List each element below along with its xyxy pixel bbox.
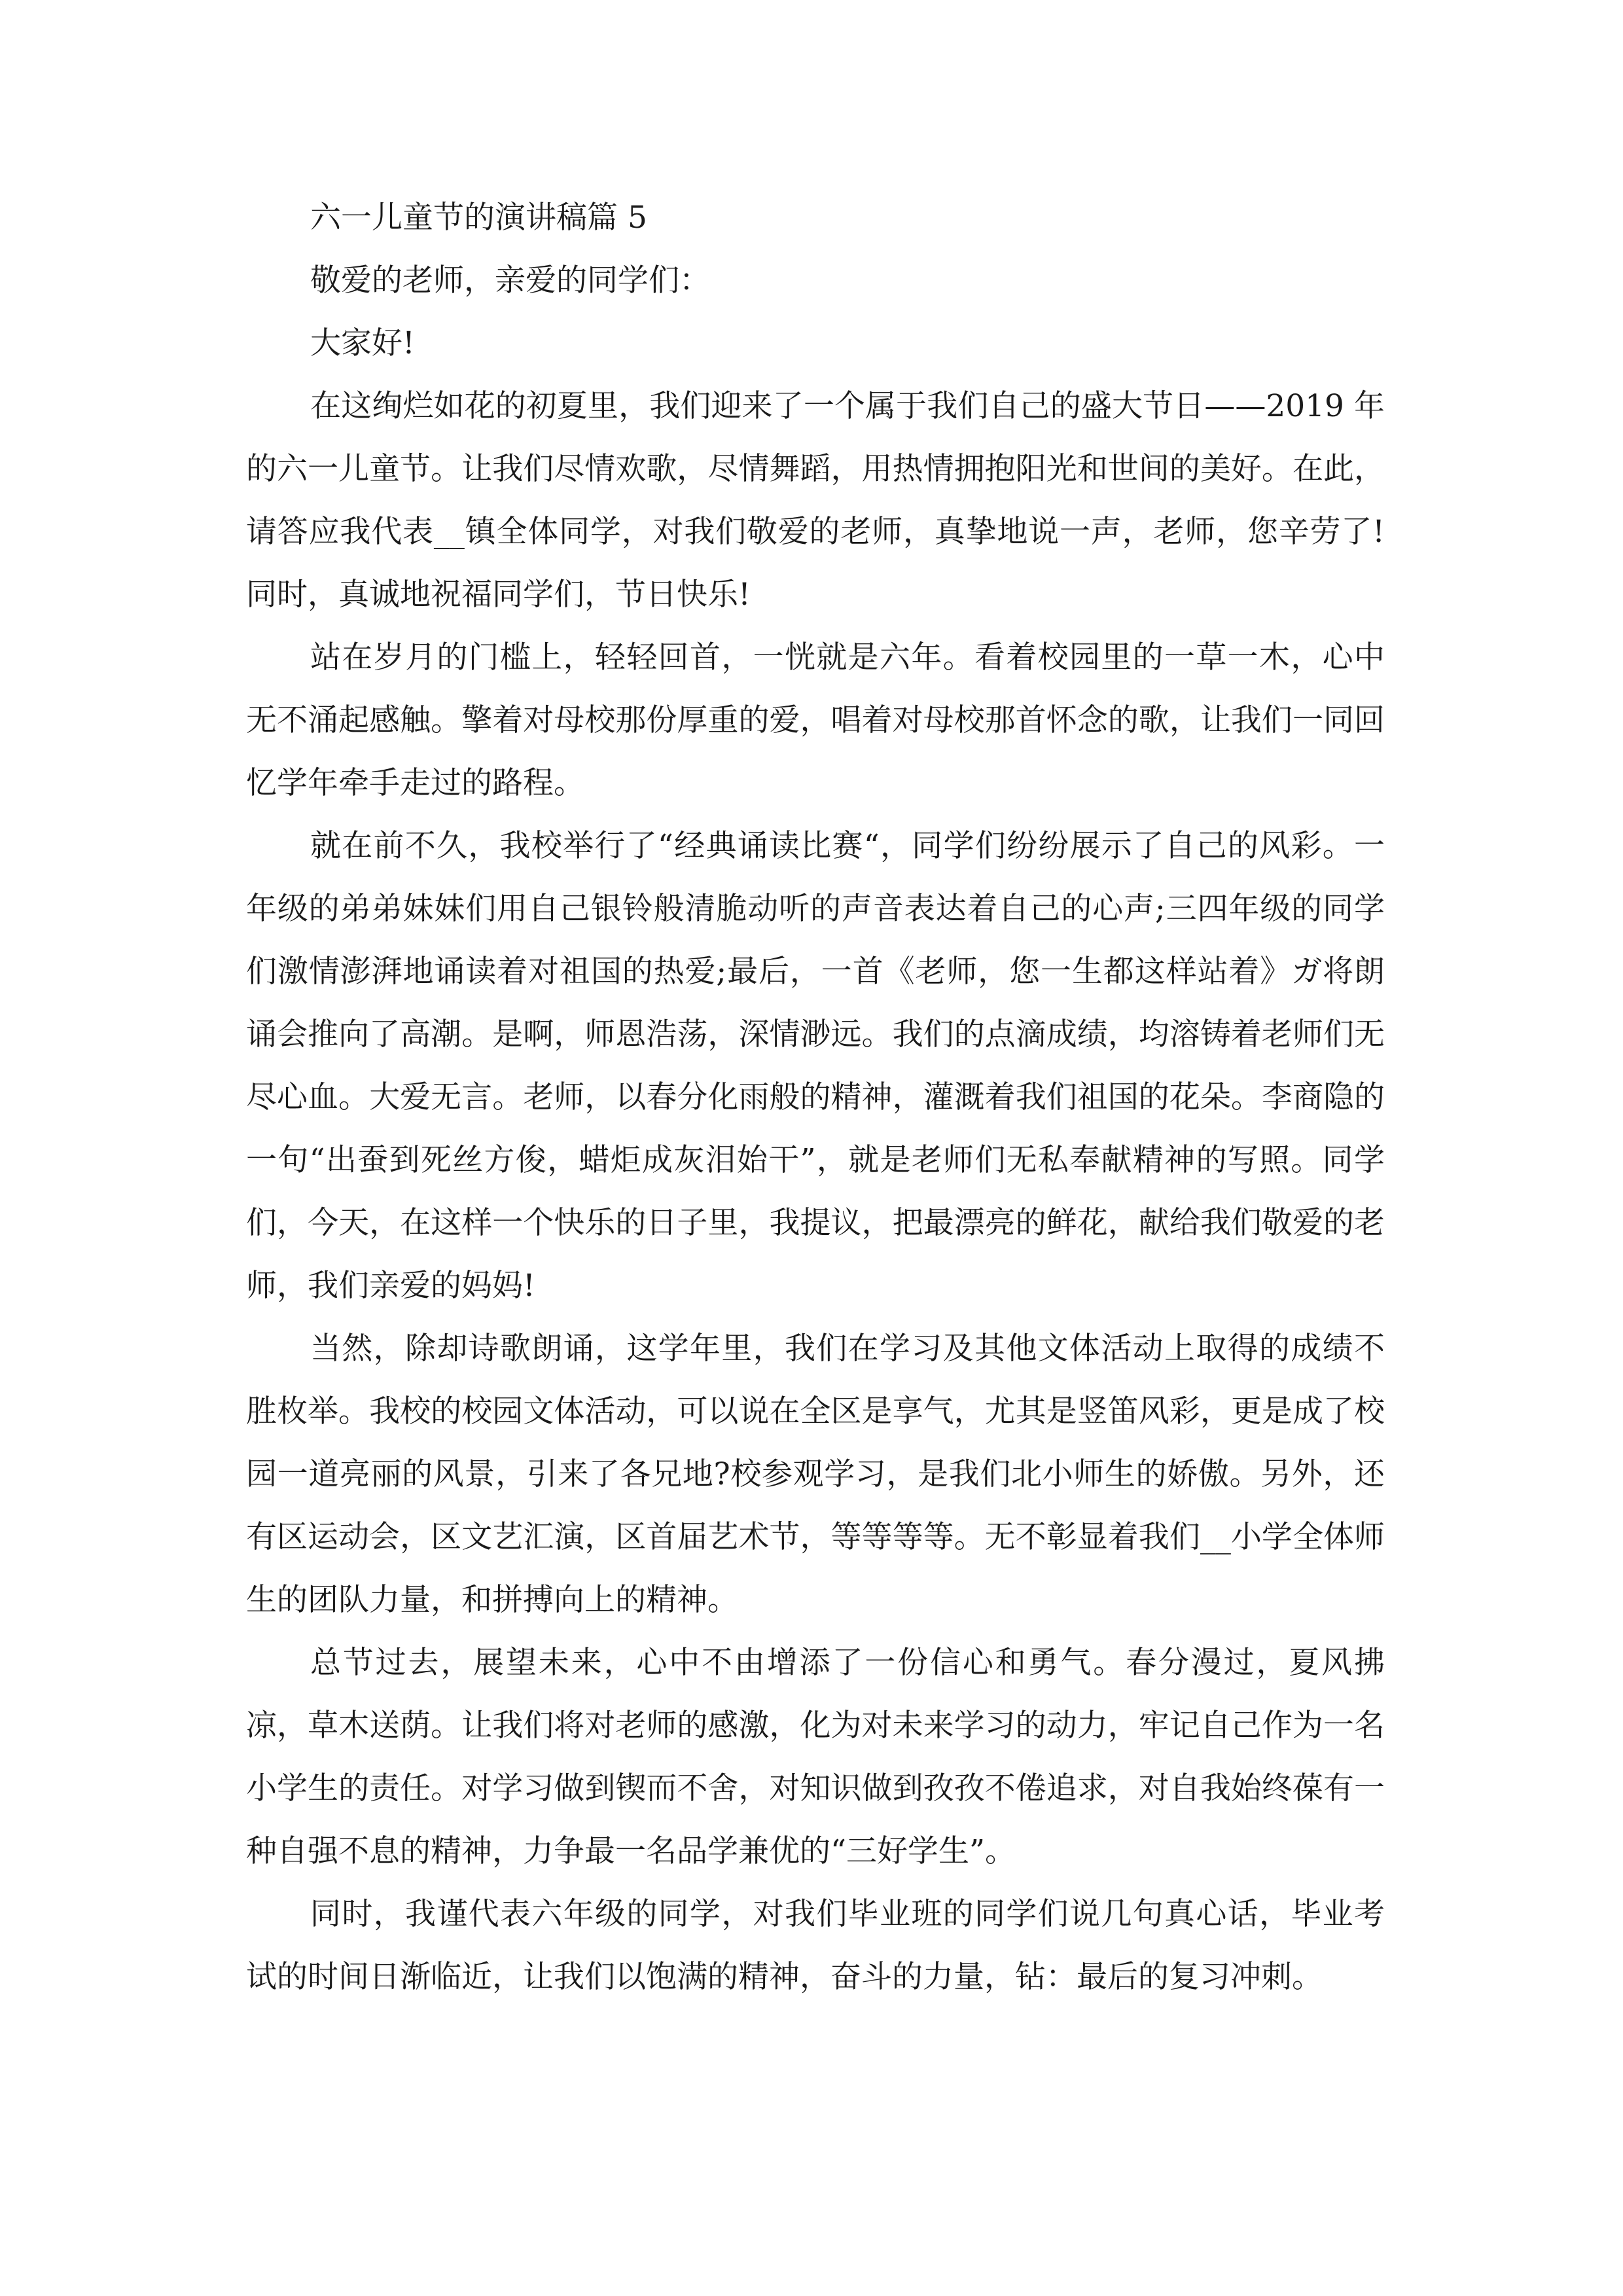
- paragraph-1: 在这绚烂如花的初夏里，我们迎来了一个属于我们自己的盛大节日——2019 年的六一儿童节。让我们尽情欢歌，尽情舞蹈，用热情拥抱阳光和世间的美好。在此，请答应我代表__镇全体同学，对我们敬爱的老师，真挚地说一声，老师，您辛劳了!同时，真诚地祝福同学们，节日快乐!: [246, 388, 1385, 613]
- paragraph-5: 总节过去，展望未来，心中不由增添了一份信心和勇气。春分漫过，夏风拂凉，草木送荫。让我们将对老师的感激，化为对未来学习的动力，牢记自己作为一名小学生的责任。对学习做到锲而不舍，对知识做到孜孜不倦追求，对自我始终葆有一种自强不息的精神，力争最一名品学兼优的“三好学生”。: [246, 1645, 1385, 1869]
- paragraph-6: 同时，我谨代表六年级的同学，对我们毕业班的同学们说几句真心话，毕业考试的时间日渐临近，让我们以饱满的精神，奋斗的力量，钻：最后的复习冲刺。: [246, 1896, 1385, 1995]
- greeting: 敬爱的老师，亲爱的同学们：: [310, 262, 710, 298]
- paragraph-4: 当然，除却诗歌朗诵，这学年里，我们在学习及其他文体活动上取得的成绩不胜枚举。我校的校园文体活动，可以说在全区是享气，尤其是竖笛风彩，更是成了校园一道亮丽的风景，引来了各兄地?校参观学习，是我们北小师生的娇傲。另外，还有区运动会，区文艺汇演，区首届艺术节，等等等等。无不彰显着我们__小学全体师生的团队力量，和拼搏向上的精神。: [246, 1331, 1385, 1618]
- paragraph-2: 站在岁月的门槛上，轻轻回首，一恍就是六年。看着校园里的一草一木，心中无不涌起感触。擎着对母校那份厚重的爱，唱着对母校那首怀念的歌，让我们一同回忆学年牵手走过的路程。: [246, 639, 1385, 801]
- hello: 大家好!: [310, 325, 415, 361]
- document-page: [246, 187, 1385, 2009]
- paragraph-3: 就在前不久，我校举行了“经典诵读比赛“，同学们纷纷展示了自己的风彩。一年级的弟弟妹妹们用自己银铃般清脆动听的声音表达着自己的心声;三四年级的同学们激情澎湃地诵读着对祖国的热爱;最后，一首《老师，您一生都这样站着》ガ将朗诵会推向了高潮。是啊，师恩浩荡，深情渺远。我们的点滴成绩，均溶铸着老师们无尽心血。大爱无言。老师，以春分化雨般的精神，灌溉着我们祖国的花朵。李商隐的一句“出蚕到死丝方俊，蜡炬成灰泪始干”，就是老师们无私奉献精神的写照。同学们，今天，在这样一个快乐的日子里，我提议，把最漂亮的鲜花，献给我们敬爱的老师，我们亲爱的妈妈!: [246, 828, 1385, 1304]
- document-title: 六一儿童节的演讲稿篇 5: [310, 200, 647, 236]
